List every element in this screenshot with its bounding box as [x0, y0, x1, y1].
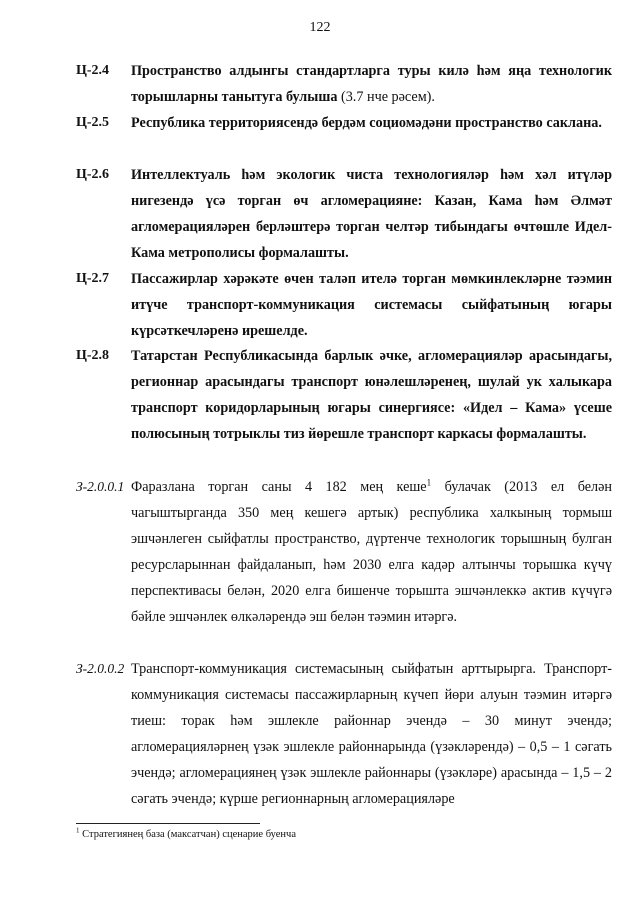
entry-code: Ц-2.4 [76, 63, 110, 78]
entry-ts-2-7 [76, 266, 612, 344]
entry-code: Ц-2.5 [76, 115, 110, 130]
entry-z-2-0-0-1 [76, 474, 612, 630]
entry-code: Ц-2.7 [76, 271, 110, 286]
entry-ts-2-6 [76, 162, 612, 266]
footnote-separator [76, 823, 260, 824]
entry-text: Республика территориясендә бердәм социомәдәни пространство саклана. [131, 115, 602, 131]
entry-text: Транспорт-коммуникация системасының сыйфатын арттырырга. Транспорт-коммуникация системасы пассажирларның күчеп йөри алуын тәэмин итәргә тиеш: торак һәм эшлекле районнар эчендә – 30 минут эчендә; агломерацияләрнең үзәк эшлекле районнарында (үзәкләрендә) – 0,5 – 1 сәгать эчендә; агломерациянең үзәк эшлекле районнары (үзәкләре) арасында – 1,5 – 2 сәгать эчендә; күрше регионнарның агломерацияләре [131, 661, 612, 807]
entry-text: Пассажирлар хәрәкәте өчен таләп ителә торган мөмкинлекләрне тәэмин итүче транспорт-коммуникация системасы сыйфатының югары күрсәткечләренә ирешелде. [131, 271, 612, 339]
entry-code: Ц-2.6 [76, 167, 110, 182]
entry-ts-2-5 [76, 110, 612, 136]
entry-z-2-0-0-2 [76, 656, 612, 812]
entry-text: Татарстан Республикасында барлык әчке, агломерацияләр арасындагы, регионнар арасындагы транспорт юнәлешләренең, шулай ук халыкара транспорт коридорларының югары синергиясе: «Идел – Кама» үсеше полюсының тотрыклы тиз йөрешле транспорт каркасы формалашты. [131, 348, 612, 442]
entry-code: Ц-2.8 [76, 348, 110, 363]
entry-ts-2-8 [76, 343, 612, 447]
entry-ts-2-4 [76, 58, 612, 110]
footnote: $^1$ Стратегиянең база (максатчан) сценарие буенча [76, 826, 296, 840]
entry-text: Пространство алдынгы стандартларга туры килә һәм яңа технологик торышларны танытуга булыша (3.7 нче рәсем). [131, 63, 612, 105]
page-number: 122 [309, 20, 331, 35]
entry-code: З-2.0.0.1 [76, 479, 125, 494]
footnote-reference: 1 [426, 477, 432, 488]
entry-text: Фаразлана торган саны 4 182 мең кеше$^1$ булачак (2013 ел белән чагыштырганда 350 мең кешегә артык) республика халкының тормыш эшчәнлеген сыйфатлы пространство, дүртенче технологик торышның булган ресурсларыннан файдаланып, һәм 2030 елга кадәр алтынчы торышка күчү перспективасы белән, 2020 елга бишенче торышта эшчәнлеккә актив күчүгә бәйле эшчәнлек өлкәләрендә эш белән тәэмин итәргә. [131, 477, 612, 625]
entry-text: Интеллектуаль һәм экологик чиста технологияләр һәм хәл итүләр нигезендә үсә торган өч агломерацияне: Казан, Кама һәм Әлмәт агломерацияләрен берләштерә торган челтәр тибындагы өчтөшле Идел-Кама метрополисы формалашты. [131, 167, 612, 261]
entry-code: З-2.0.0.2 [76, 661, 125, 676]
